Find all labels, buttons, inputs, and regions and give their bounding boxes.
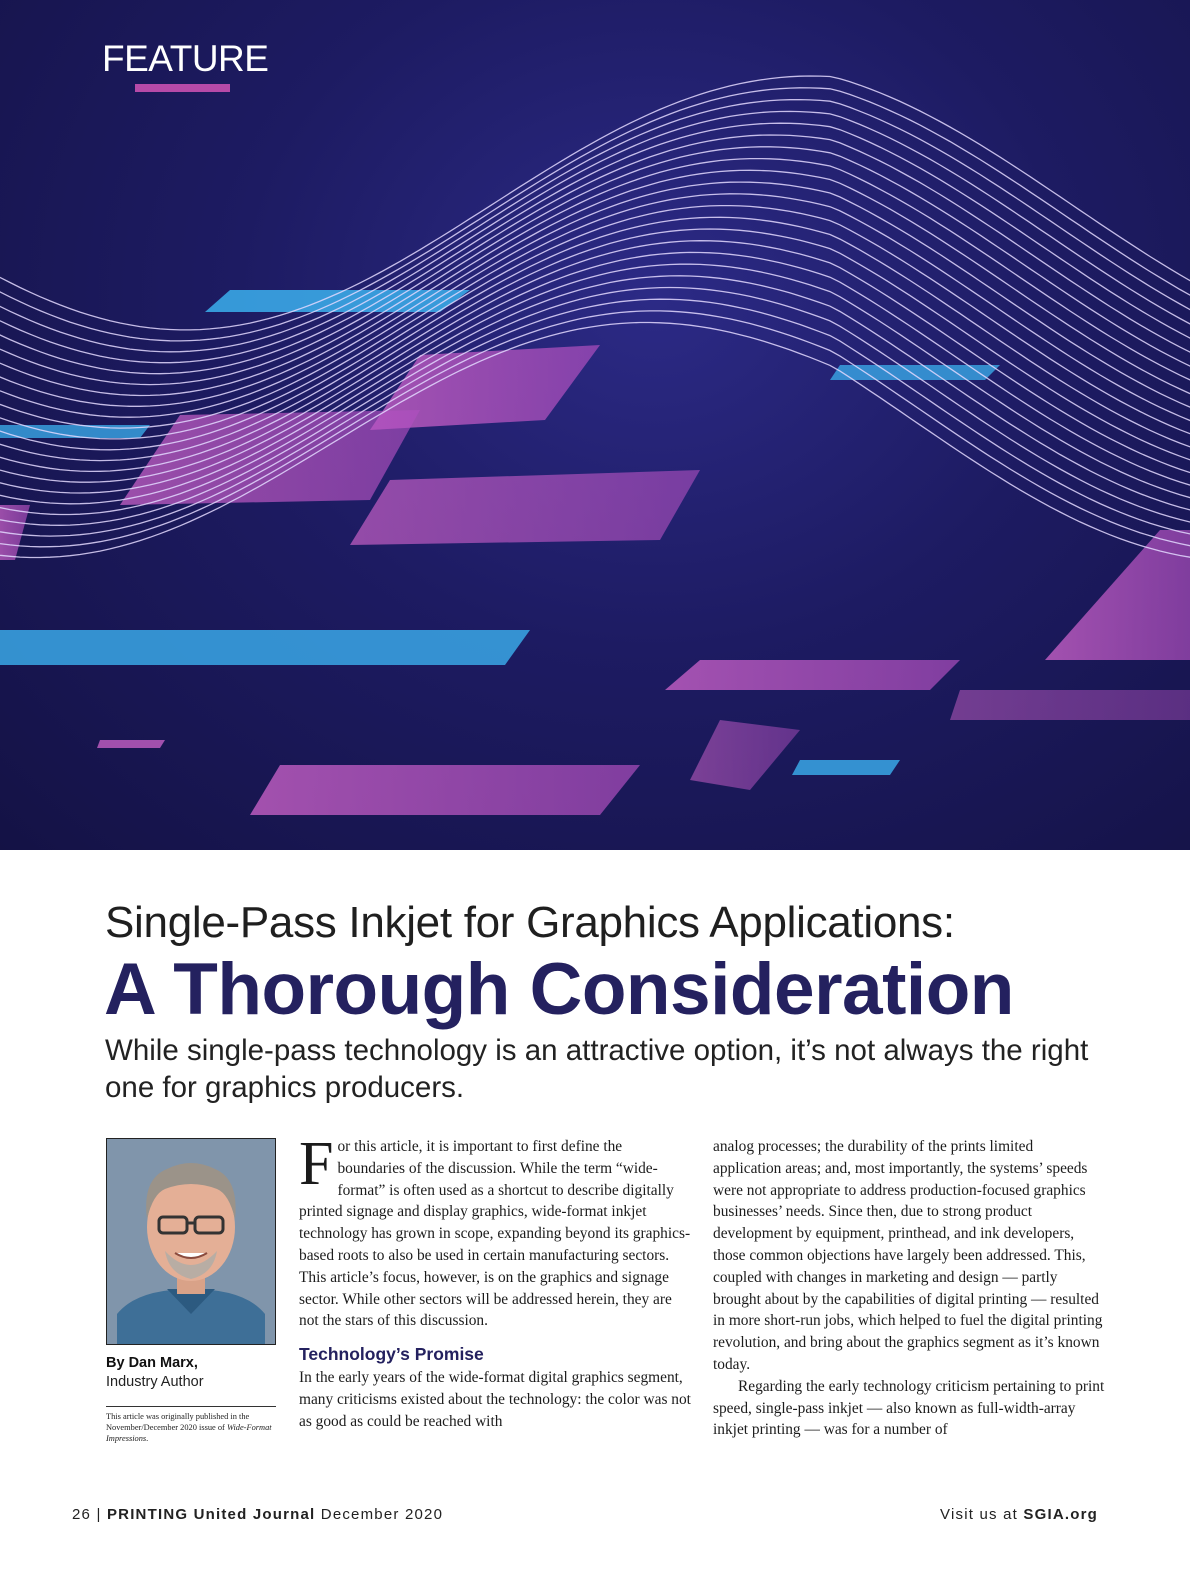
cyan-bar — [0, 630, 530, 665]
body-paragraph: In the early years of the wide-format digital graphics segment, many criticisms existed about the technology: the color was not as good as could be reached with — [299, 1369, 691, 1430]
author-photo — [106, 1138, 276, 1345]
section-label: FEATURE — [102, 38, 269, 79]
publication-name: PRINTING United Journal — [106, 1506, 316, 1523]
author-role: Industry Author — [106, 1374, 204, 1390]
body-column-2 — [713, 1136, 1105, 1441]
magenta-bar — [665, 660, 960, 690]
body-paragraph: Regarding the early technology criticism pertaining to print speed, single-pass inkjet — also known as full-width-array inkjet printing — was for a number of — [713, 1377, 1105, 1439]
cyan-bar — [97, 740, 165, 748]
magenta-bar — [350, 470, 700, 545]
article-title: A Thorough Consideration — [104, 949, 1014, 1030]
magenta-bar — [1045, 530, 1190, 660]
website-link[interactable]: SGIA.org — [1023, 1506, 1098, 1523]
article-kicker: Single-Pass Inkjet for Graphics Applications: — [105, 898, 955, 947]
republication-note: This article was originally published in the November/December 2020 issue of Wide-Format Impressions. — [106, 1412, 272, 1443]
cyan-bar — [830, 365, 1000, 380]
body-paragraph: For this article, it is important to first define the boundaries of the discussion. While the term “wide-format” is often used as a shortcut to describe digitally printed signage and display graphics, wide-format inkjet technology has grown in scope, expanding beyond its graphics-based roots to also be used in certain manufacturing sectors. This article’s focus, however, is on the graphics and signage sector. While other sectors will be addressed herein, they are not the stars of this discussion. — [299, 1130, 691, 1330]
page-number: 26 — [72, 1506, 92, 1523]
page-footer-right: Visit us at SGIA.org — [940, 1506, 1098, 1523]
magenta-bar — [950, 690, 1190, 720]
body-paragraph: analog processes; the durability of the prints limited application areas; and, most importantly, the systems’ speeds were not appropriate to address production-focused graphics businesses’ needs. Since then, due to strong product development by equipment, printhead, and ink developers, those common objections have largely been addressed. This, coupled with changes in marketing and design — partly brought about by the capabilities of digital printing — resulted in more short-run jobs, which helped to fuel the digital printing revolution, and bring about the graphics segment as it’s known today. — [713, 1138, 1103, 1373]
page-footer-left: 26 | PRINTING United Journal December 2020 — [72, 1506, 444, 1523]
body-column-1 — [299, 1130, 691, 1433]
sidebar-divider — [106, 1406, 276, 1407]
source-publication: Wide-Format Impressions — [106, 1423, 272, 1443]
issue-date: December 2020 — [320, 1506, 444, 1523]
cyan-bar — [792, 760, 900, 775]
wave-line — [0, 159, 1190, 407]
drop-cap: F — [299, 1130, 334, 1198]
article-deck: While single-pass technology is an attractive option, it’s not always the right one for graphics producers. — [105, 1034, 1089, 1104]
magenta-bar — [690, 720, 800, 790]
wave-line — [0, 170, 1190, 417]
magenta-bar — [250, 765, 640, 815]
author-name: By Dan Marx, — [106, 1355, 198, 1371]
section-subhead: Technology’s Promise — [299, 1344, 484, 1365]
section-accent-bar — [135, 84, 230, 92]
author-byline — [106, 1354, 204, 1392]
wave-line — [0, 76, 1190, 330]
